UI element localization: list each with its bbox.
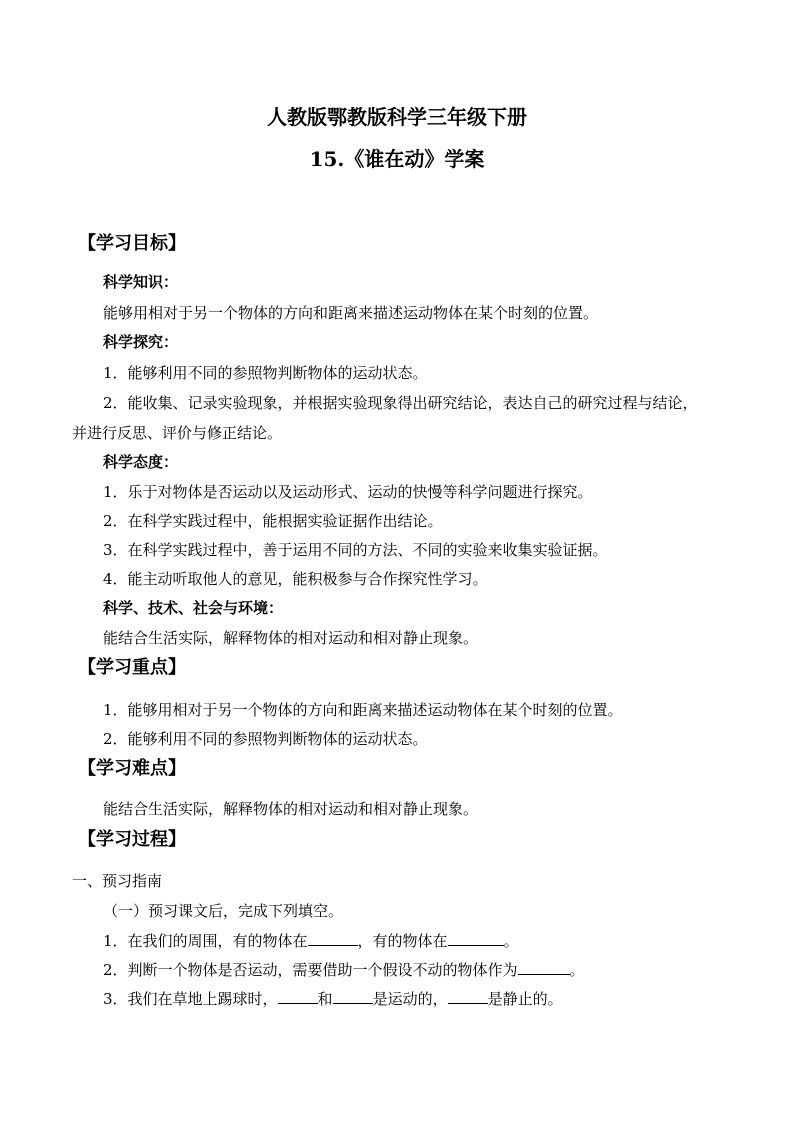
answer-blank[interactable]: [278, 988, 318, 1004]
section-preview-guide: 一、预习指南: [72, 872, 163, 890]
attitude-item-1: 1．乐于对物体是否运动以及运动形式、运动的快慢等科学问题进行探究。: [103, 483, 593, 501]
question-3-text-d: 是静止的。: [487, 990, 563, 1008]
question-2-text-a: 2．判断一个物体是否运动，需要借助一个假设不动的物体作为: [103, 961, 518, 979]
answer-blank[interactable]: [308, 930, 358, 946]
question-1: [103, 930, 519, 951]
inquiry-item-2: 2．能收集、记录实验现象，并根据实验现象得出研究结论，表达自己的研究过程与结论，: [103, 394, 698, 412]
sts-label: 科学、技术、社会与环境：: [103, 599, 284, 617]
question-2: [103, 959, 585, 980]
inquiry-item-2-cont: 并进行反思、评价与修正结论。: [72, 424, 283, 442]
attitude-item-4: 4．能主动听取他人的意见，能积极参与合作探究性学习。: [103, 570, 488, 588]
question-3-text-c: 是运动的，: [372, 990, 448, 1008]
answer-blank[interactable]: [518, 959, 570, 975]
question-3-text-b: 和: [317, 990, 333, 1008]
question-1-text-c: 。: [503, 932, 519, 950]
difficulty-heading: 【学习难点】: [78, 758, 186, 779]
inquiry-label: 科学探究：: [103, 333, 179, 351]
focus-item-1: 1．能够用相对于另一个物体的方向和距离来描述运动物体在某个时刻的位置。: [103, 701, 623, 719]
sts-item: 能结合生活实际，解释物体的相对运动和相对静止现象。: [103, 629, 479, 647]
attitude-item-3: 3．在科学实践过程中，善于运用不同的方法、不同的实验来收集实验证据。: [103, 541, 608, 559]
question-2-text-b: 。: [569, 961, 585, 979]
goals-heading: 【学习目标】: [78, 233, 186, 254]
inquiry-item-1: 1．能够利用不同的参照物判断物体的运动状态。: [103, 364, 428, 382]
knowledge-item: 能够用相对于另一个物体的方向和距离来描述运动物体在某个时刻的位置。: [103, 304, 599, 322]
knowledge-label: 科学知识：: [103, 273, 179, 291]
process-heading: 【学习过程】: [78, 829, 186, 850]
difficulty-item: 能结合生活实际，解释物体的相对运动和相对静止现象。: [103, 800, 479, 818]
attitude-label: 科学态度：: [103, 453, 179, 471]
attitude-item-2: 2．在科学实践过程中，能根据实验证据作出结论。: [103, 512, 443, 530]
question-1-text-b: ，有的物体在: [357, 932, 448, 950]
document-subtitle: 15.《谁在动》学案: [309, 147, 485, 171]
document-title: 人教版鄂教版科学三年级下册: [267, 105, 527, 129]
question-3-text-a: 3．我们在草地上踢球时，: [103, 990, 278, 1008]
answer-blank[interactable]: [448, 988, 488, 1004]
answer-blank[interactable]: [333, 988, 373, 1004]
subsection-fill-blanks: （一）预习课文后，完成下列填空。: [103, 902, 344, 920]
focus-item-2: 2．能够利用不同的参照物判断物体的运动状态。: [103, 730, 428, 748]
question-3: [103, 988, 563, 1009]
question-1-text-a: 1．在我们的周围，有的物体在: [103, 932, 308, 950]
focus-heading: 【学习重点】: [78, 657, 186, 678]
answer-blank[interactable]: [448, 930, 504, 946]
